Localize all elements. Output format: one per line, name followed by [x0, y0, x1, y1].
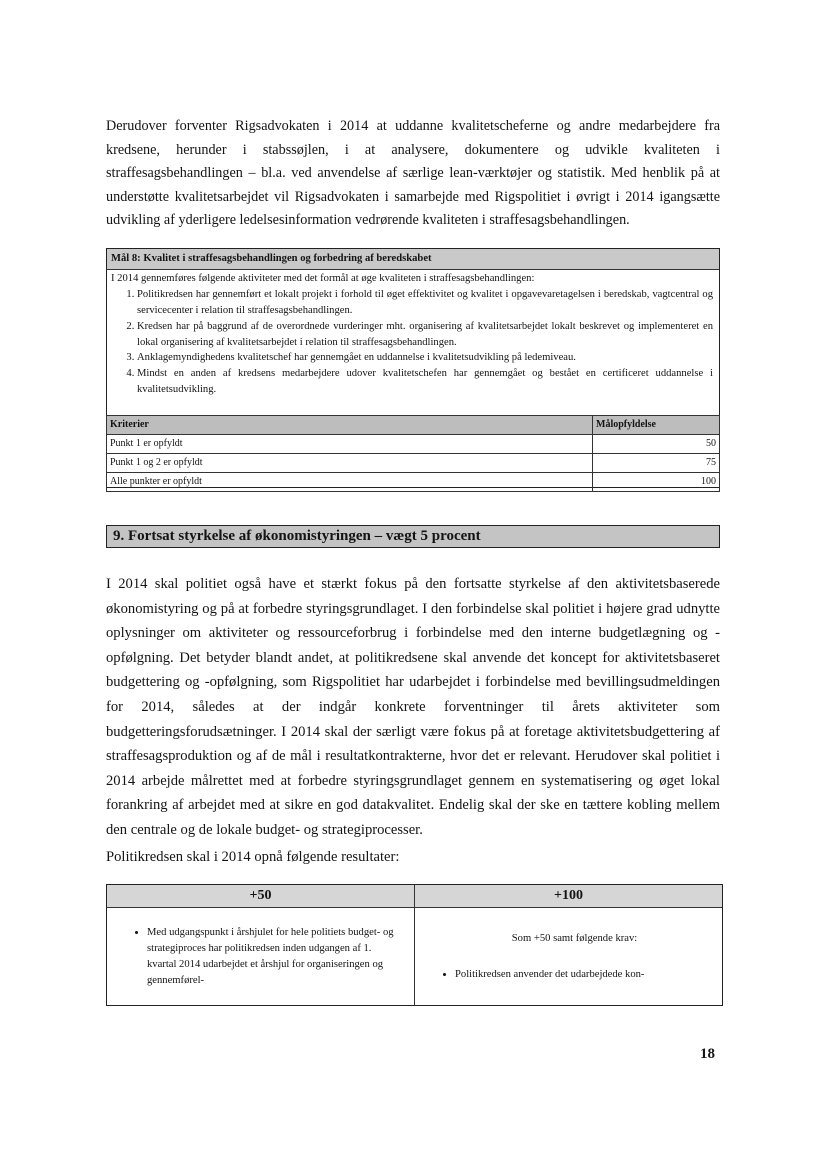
table-row	[107, 434, 720, 453]
results-intro: Politikredsen skal i 2014 opnå følgende resultater:	[106, 849, 400, 865]
results-col1	[129, 925, 394, 989]
page-number: 18	[700, 1046, 715, 1062]
fulfillment-cell: 50	[593, 434, 720, 453]
results-table	[106, 884, 723, 1006]
criteria-header: Kriterier	[107, 416, 593, 435]
criteria-cell: Punkt 1 er opfyldt	[107, 434, 593, 453]
list-item: 4. Mindst en anden af kredsens medarbejdere udover kvalitetschefen har gennemgået og bestået en certificeret uddannelse i kvalitetsudvikling.	[137, 366, 713, 398]
section-heading: 9. Fortsat styrkelse af økonomistyringen – vægt 5 procent	[106, 525, 720, 548]
table-row	[107, 472, 720, 491]
table-row	[107, 453, 720, 472]
list-item: 2. Kredsen har på baggrund af de overordnede vurderinger mht. organisering af kvalitetsarbejdet lokalt beskrevet og implementeret en lokal organisering af kvalitetsarbejdet i relation til straffesagsbehandlingen.	[137, 319, 713, 351]
section-paragraph: I 2014 skal politiet også have et stærkt fokus på den fortsatte styrkelse af den aktivitetsbaserede økonomistyring og på at forbedre styringsgrundlaget. I den forbindelse skal politiet i højere grad udnytte oplysninger om aktiviteter og ressourceforbrug i forbindelse med den interne budgetlægning og -opfølgning. Det betyder blandt andet, at politikredsene skal anvende det koncept for aktivitetsbaseret budgettering og -opfølgning, som Rigspolitiet har udarbejdet i forbindelse med bevillingsudmeldingen for 2014, således at der indgår konkrete forventninger til årets aktiviteter som budgetteringsforudsætninger. I 2014 skal der særligt være fokus på at foretage aktivitetsbudgettering af straffesagsproduktion og af de mål i resultatkontrakterne, hvor det er relevant. Herudover skal politiet i 2014 arbejde målrettet med at forbedre styringsgrundlaget gennem en systematisering og øget lokal forankring af arbejdet med at sikre en god datakvalitet. Endelig skal der ske en tættere kobling mellem den centrale og de lokale budget- og strategiprocesser.	[106, 576, 720, 838]
list-item: • Politikredsen anvender det udarbejdede kon-	[455, 967, 712, 983]
criteria-cell: Alle punkter er opfyldt	[107, 472, 593, 491]
goal-box-title: Mål 8: Kvalitet i straffesagsbehandlingen og forbedring af beredskabet	[107, 249, 719, 270]
fulfillment-cell: 100	[593, 472, 720, 491]
results-col2-header: +100	[415, 885, 722, 908]
goal-box-intro: I 2014 gennemføres følgende aktiviteter med det formål at øge kvaliteten i straffesagsbehandlingen:	[111, 272, 535, 284]
intro-paragraph: Derudover forventer Rigsadvokaten i 2014 at uddanne kvalitetscheferne og andre medarbejdere fra kredsene, herunder i stabssøjlen, i at analysere, dokumentere og udvikle kvaliteten i straffesagsbehandlingen – bl.a. ved anvendelse af særlige lean-værktøjer og statistik. Med henblik på at understøtte kvalitetsarbejdet vil Rigsadvokaten i samarbejde med Rigspolitiet i øvrigt i 2014 igangsætte udvikling af yderligere ledelsesinformation vedrørende kvaliteten i straffesagsbehandlingen.	[106, 118, 720, 228]
goal-activity-list	[107, 287, 719, 398]
list-item: 3. Anklagemyndighedens kvalitetschef har gennemgået en uddannelse i kvalitetsudvikling på ledemiveau.	[137, 350, 713, 366]
column-divider	[414, 885, 415, 1005]
list-item: • Med udgangspunkt i årshjulet for hele politiets budget- og strategiproces har politikredsen inden udgangen af 1. kvartal 2014 udarbejdet et årshjul for organiseringen og gennemførel-	[147, 925, 394, 989]
fulfillment-cell: 75	[593, 453, 720, 472]
results-col2-lead: Som +50 samt følgende krav:	[511, 933, 638, 944]
results-col1-header: +50	[107, 885, 415, 908]
fulfillment-header: Målopfyldelse	[593, 416, 720, 435]
list-item: 1. Politikredsen har gennemført et lokalt projekt i forhold til øget effektivitet og kvalitet i opgavevaretagelsen i beredskab, vagtcentral og servicecenter i relation til straffesagsbehandlingen.	[137, 287, 713, 319]
goal-box	[106, 248, 720, 488]
criteria-table	[106, 415, 720, 492]
criteria-cell: Punkt 1 og 2 er opfyldt	[107, 453, 593, 472]
results-col2	[437, 931, 712, 983]
